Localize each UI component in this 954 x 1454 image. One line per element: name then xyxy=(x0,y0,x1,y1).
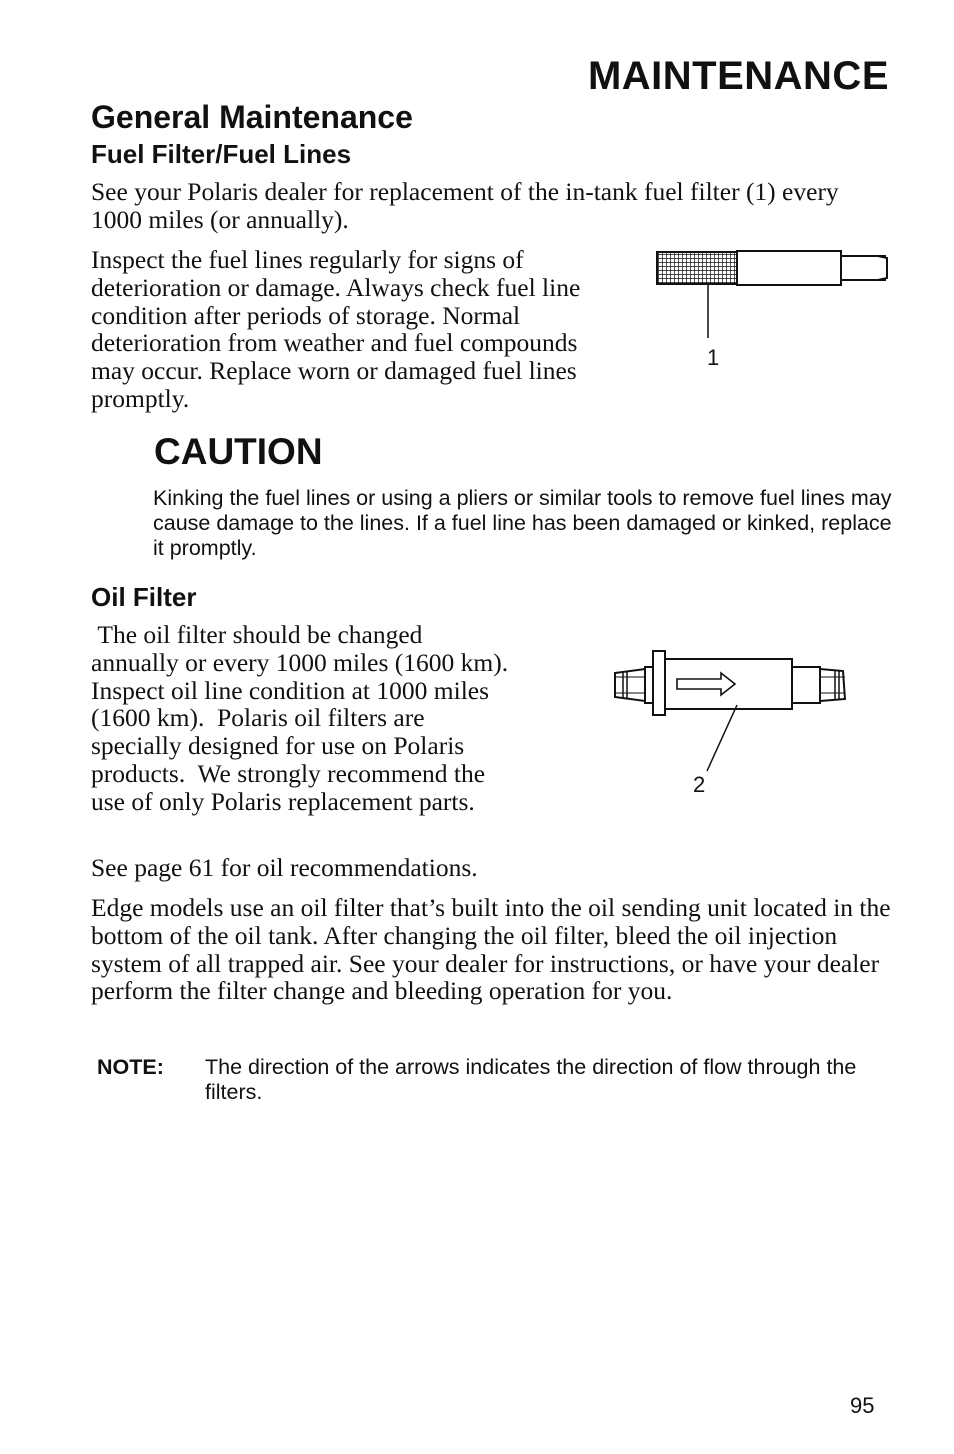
fuel-lines-inspection-paragraph: Inspect the fuel lines regularly for signs of deterioration or damage. Always check fuel line condition after periods of storage. Normal deterioration from weather and fuel compounds may occur. Replace worn or damaged fuel lines promptly. xyxy=(91,245,581,413)
oil-recommendations-reference: See page 61 for oil recommendations. xyxy=(91,853,478,882)
note-label: NOTE: xyxy=(97,1055,164,1079)
oil-filter-heading: Oil Filter xyxy=(91,582,197,612)
figure-1-callout-label: 1 xyxy=(707,345,720,370)
edge-models-paragraph: Edge models use an oil filter that’s built into the oil sending unit located in the bottom of the oil tank. After changing the oil filter, bleed the oil injection system of all trapped air. See your dealer for instructions, or have your dealer perform the filter change and bleeding operation for you. xyxy=(91,893,891,1006)
figure-2-callout-label: 2 xyxy=(693,772,706,797)
in-tank-fuel-filter-icon xyxy=(650,246,895,346)
fuel-filter-paragraph: See your Polaris dealer for replacement of the in-tank fuel filter (1) every 1000 miles (or annually). xyxy=(91,177,839,234)
general-maintenance-heading: General Maintenance xyxy=(91,99,413,135)
section-title: MAINTENANCE xyxy=(587,54,889,98)
note-text: The direction of the arrows indicates the direction of flow through the filters. xyxy=(205,1055,857,1104)
oil-filter-paragraph: The oil filter should be changed annually or every 1000 miles (1600 km). Inspect oil line condition at 1000 miles (1600 km). Polaris oil filters are specially designed for use on Polaris products. We strongly recommend the use of only Polaris replacement parts. xyxy=(91,620,521,816)
page-number: 95 xyxy=(850,1393,875,1418)
fuel-filter-heading: Fuel Filter/Fuel Lines xyxy=(91,139,352,169)
caution-text: Kinking the fuel lines or using a pliers or similar tools to remove fuel lines may cause damage to the lines. If a fuel line has been damaged or kinked, replace it promptly. xyxy=(153,486,892,560)
inline-oil-filter-icon xyxy=(605,645,855,775)
caution-heading: CAUTION xyxy=(154,431,323,472)
